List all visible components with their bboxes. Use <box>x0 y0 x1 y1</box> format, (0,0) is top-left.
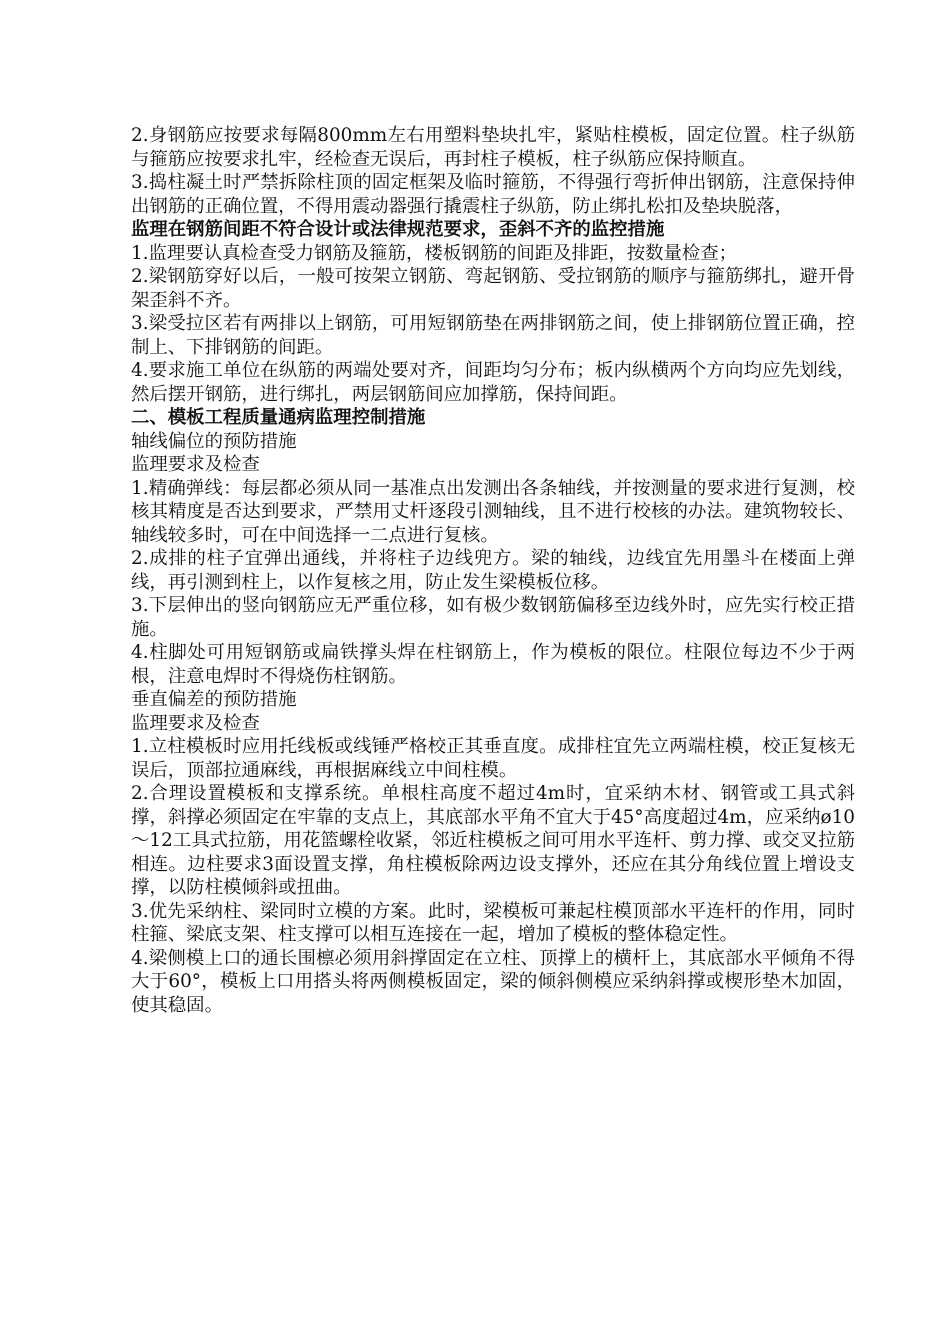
subheading: 监理要求及检查 <box>131 454 260 475</box>
paragraph: 4.要求施工单位在纵筋的两端处要对齐，间距均匀分布；板内纵横两个方向均应先划线，然后摆开钢筋，进行绑扎，两层钢筋间应加撑筋，保持间距。 <box>131 360 855 405</box>
paragraph: 4.梁侧模上口的通长围檩必须用斜撑固定在立柱、顶撑上的横杆上，其底部水平倾角不得大于60°，模板上口用搭头将两侧模板固定，梁的倾斜侧模应采纳斜撑或楔形垫木加固，使其稳固。 <box>131 947 855 1016</box>
paragraph: 2.梁钢筋穿好以后，一般可按架立钢筋、弯起钢筋、受拉钢筋的顺序与箍筋绑扎，避开骨架歪斜不齐。 <box>131 266 855 311</box>
document-body <box>131 124 855 1017</box>
subheading: 垂直偏差的预防措施 <box>131 689 297 710</box>
paragraph: 1.精确弹线：每层都必须从同一基准点出发测出各条轴线，并按测量的要求进行复测，校核其精度是否达到要求，严禁用丈杆逐段引测轴线，且不进行校核的办法。建筑物较长、轴线较多时，可在中间选择一二点进行复核。 <box>131 477 855 546</box>
paragraph: 3.优先采纳柱、梁同时立模的方案。此时，梁模板可兼起柱模顶部水平连杆的作用，同时柱箍、梁底支架、柱支撑可以相互连接在一起，增加了模板的整体稳定性。 <box>131 900 855 945</box>
paragraph: 3.下层伸出的竖向钢筋应无严重位移，如有极少数钢筋偏移至边线外时，应先实行校正措施。 <box>131 595 855 640</box>
paragraph: 2.合理设置模板和支撑系统。单根柱高度不超过4m时，宜采纳木材、钢管或工具式斜撑，斜撑必须固定在牢靠的支点上，其底部水平角不宜大于45°高度超过4m，应采纳ø10～12工具式拉筋，用花篮螺栓收紧，邻近柱模板之间可用水平连杆、剪力撑、或交叉拉筋相连。边柱要求3面设置支撑，角柱模板除两边设支撑外，还应在其分角线位置上增设支撑，以防柱模倾斜或扭曲。 <box>131 783 855 898</box>
paragraph: 3.梁受拉区若有两排以上钢筋，可用短钢筋垫在两排钢筋之间，使上排钢筋位置正确，控制上、下排钢筋的间距。 <box>131 313 855 358</box>
section-heading: 监理在钢筋间距不符合设计或法律规范要求，歪斜不齐的监控措施 <box>131 219 665 240</box>
subheading: 监理要求及检查 <box>131 712 260 734</box>
section-heading: 二、模板工程质量通病监理控制措施 <box>131 407 426 428</box>
paragraph: 1.立柱模板时应用托线板或线锤严格校正其垂直度。成排柱宜先立两端柱模，校正复核无误后，顶部拉通麻线，再根据麻线立中间柱模。 <box>131 736 855 781</box>
paragraph: 2.身钢筋应按要求每隔800mm左右用塑料垫块扎牢，紧贴柱模板，固定位置。柱子纵筋与箍筋应按要求扎牢，经检查无误后，再封柱子模板，柱子纵筋应保持顺直。 <box>131 125 855 170</box>
paragraph: 4.柱脚处可用短钢筋或扁铁撑头焊在柱钢筋上，作为模板的限位。柱限位每边不少于两根，注意电焊时不得烧伤柱钢筋。 <box>131 642 855 687</box>
subheading: 轴线偏位的预防措施 <box>131 430 297 452</box>
paragraph: 1.监理要认真检查受力钢筋及箍筋，楼板钢筋的间距及排距，按数量检查； <box>131 242 738 264</box>
paragraph: 3.捣柱凝土时严禁拆除柱顶的固定框架及临时箍筋，不得强行弯折伸出钢筋，注意保持伸出钢筋的正确位置，不得用震动器强行撬震柱子纵筋，防止绑扎松扣及垫块脱落， <box>131 172 855 217</box>
paragraph: 2.成排的柱子宜弹出通线，并将柱子边线兜方。梁的轴线，边线宜先用墨斗在楼面上弹线，再引测到柱上，以作复核之用，防止发生梁模板位移。 <box>131 548 855 593</box>
